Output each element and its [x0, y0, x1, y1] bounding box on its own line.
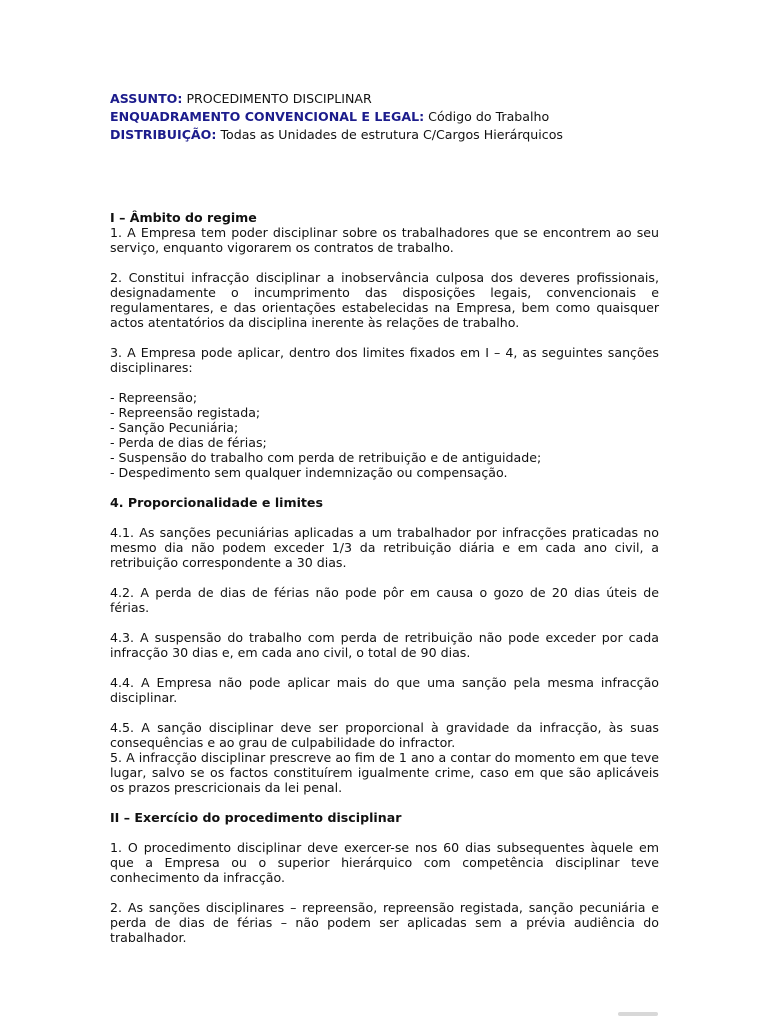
paragraph-5: 5. A infracção disciplinar prescreve ao fim de 1 ano a contar do momento em que teve lugar, salvo se os factos constituírem igualmente crime, caso em que são aplicáveis os prazos prescricionais da lei penal.	[110, 750, 659, 795]
enquadramento-value: Código do Trabalho	[428, 109, 550, 124]
enquadramento-row	[110, 108, 670, 126]
paragraph-1: 1. A Empresa tem poder disciplinar sobre os trabalhadores que se encontrem ao seu serviço, enquanto vigorarem os contratos de trabalho.	[110, 225, 659, 255]
paragraph-2: 2. Constitui infracção disciplinar a inobservância culposa dos deveres profissionais, designadamente o incumprimento das disposições legais, convencionais e regulamentares, e das orientações estabelecidas na Empresa, bem como quaisquer actos atentatórios da disciplina inerente às relações de trabalho.	[110, 270, 659, 330]
paragraph-4-5: 4.5. A sanção disciplinar deve ser proporcional à gravidade da infracção, às suas consequências e ao grau de culpabilidade do infractor.	[110, 720, 659, 750]
paragraph-4-2: 4.2. A perda de dias de férias não pode pôr em causa o gozo de 20 dias úteis de férias.	[110, 585, 659, 615]
list-item: - Suspensão do trabalho com perda de retribuição e de antiguidade;	[110, 450, 542, 465]
list-item: - Despedimento sem qualquer indemnização ou compensação.	[110, 465, 508, 480]
distribuicao-label: DISTRIBUIÇÃO:	[110, 127, 217, 142]
paragraph-4-4: 4.4. A Empresa não pode aplicar mais do que uma sanção pela mesma infracção disciplinar.	[110, 675, 659, 705]
document-header	[110, 90, 670, 144]
assunto-label: ASSUNTO:	[110, 91, 183, 106]
sanctions-list	[110, 390, 659, 480]
distribuicao-row	[110, 126, 670, 144]
paragraph-ii-1: 1. O procedimento disciplinar deve exercer-se nos 60 dias subsequentes àquele em que a Empresa ou o superior hierárquico com competência disciplinar teve conhecimento da infracção.	[110, 840, 659, 885]
paragraph-ii-2: 2. As sanções disciplinares – repreensão, repreensão registada, sanção pecuniária e perda de dias de férias – não podem ser aplicadas sem a prévia audiência do trabalhador.	[110, 900, 659, 945]
assunto-row	[110, 90, 670, 108]
document-body	[110, 210, 659, 945]
list-item: - Repreensão;	[110, 390, 198, 405]
section-title-ambito: I – Âmbito do regime	[110, 210, 257, 225]
section-title-exercicio: II – Exercício do procedimento disciplinar	[110, 810, 402, 825]
paragraph-4-1: 4.1. As sanções pecuniárias aplicadas a um trabalhador por infracções praticadas no mesmo dia não podem exceder 1/3 da retribuição diária e em cada ano civil, a retribuição correspondente a 30 dias.	[110, 525, 659, 570]
list-item: - Repreensão registada;	[110, 405, 261, 420]
section-title-proporcionalidade: 4. Proporcionalidade e limites	[110, 495, 323, 510]
list-item: - Perda de dias de férias;	[110, 435, 267, 450]
assunto-value: PROCEDIMENTO DISCIPLINAR	[186, 91, 372, 106]
distribuicao-value: Todas as Unidades de estrutura C/Cargos Hierárquicos	[220, 127, 563, 142]
list-item: - Sanção Pecuniária;	[110, 420, 239, 435]
paragraph-3: 3. A Empresa pode aplicar, dentro dos limites fixados em I – 4, as seguintes sanções disciplinares:	[110, 345, 659, 375]
page-footer-mark	[618, 1012, 658, 1016]
paragraph-4-3: 4.3. A suspensão do trabalho com perda de retribuição não pode exceder por cada infracção 30 dias e, em cada ano civil, o total de 90 dias.	[110, 630, 659, 660]
enquadramento-label: ENQUADRAMENTO CONVENCIONAL E LEGAL:	[110, 109, 425, 124]
